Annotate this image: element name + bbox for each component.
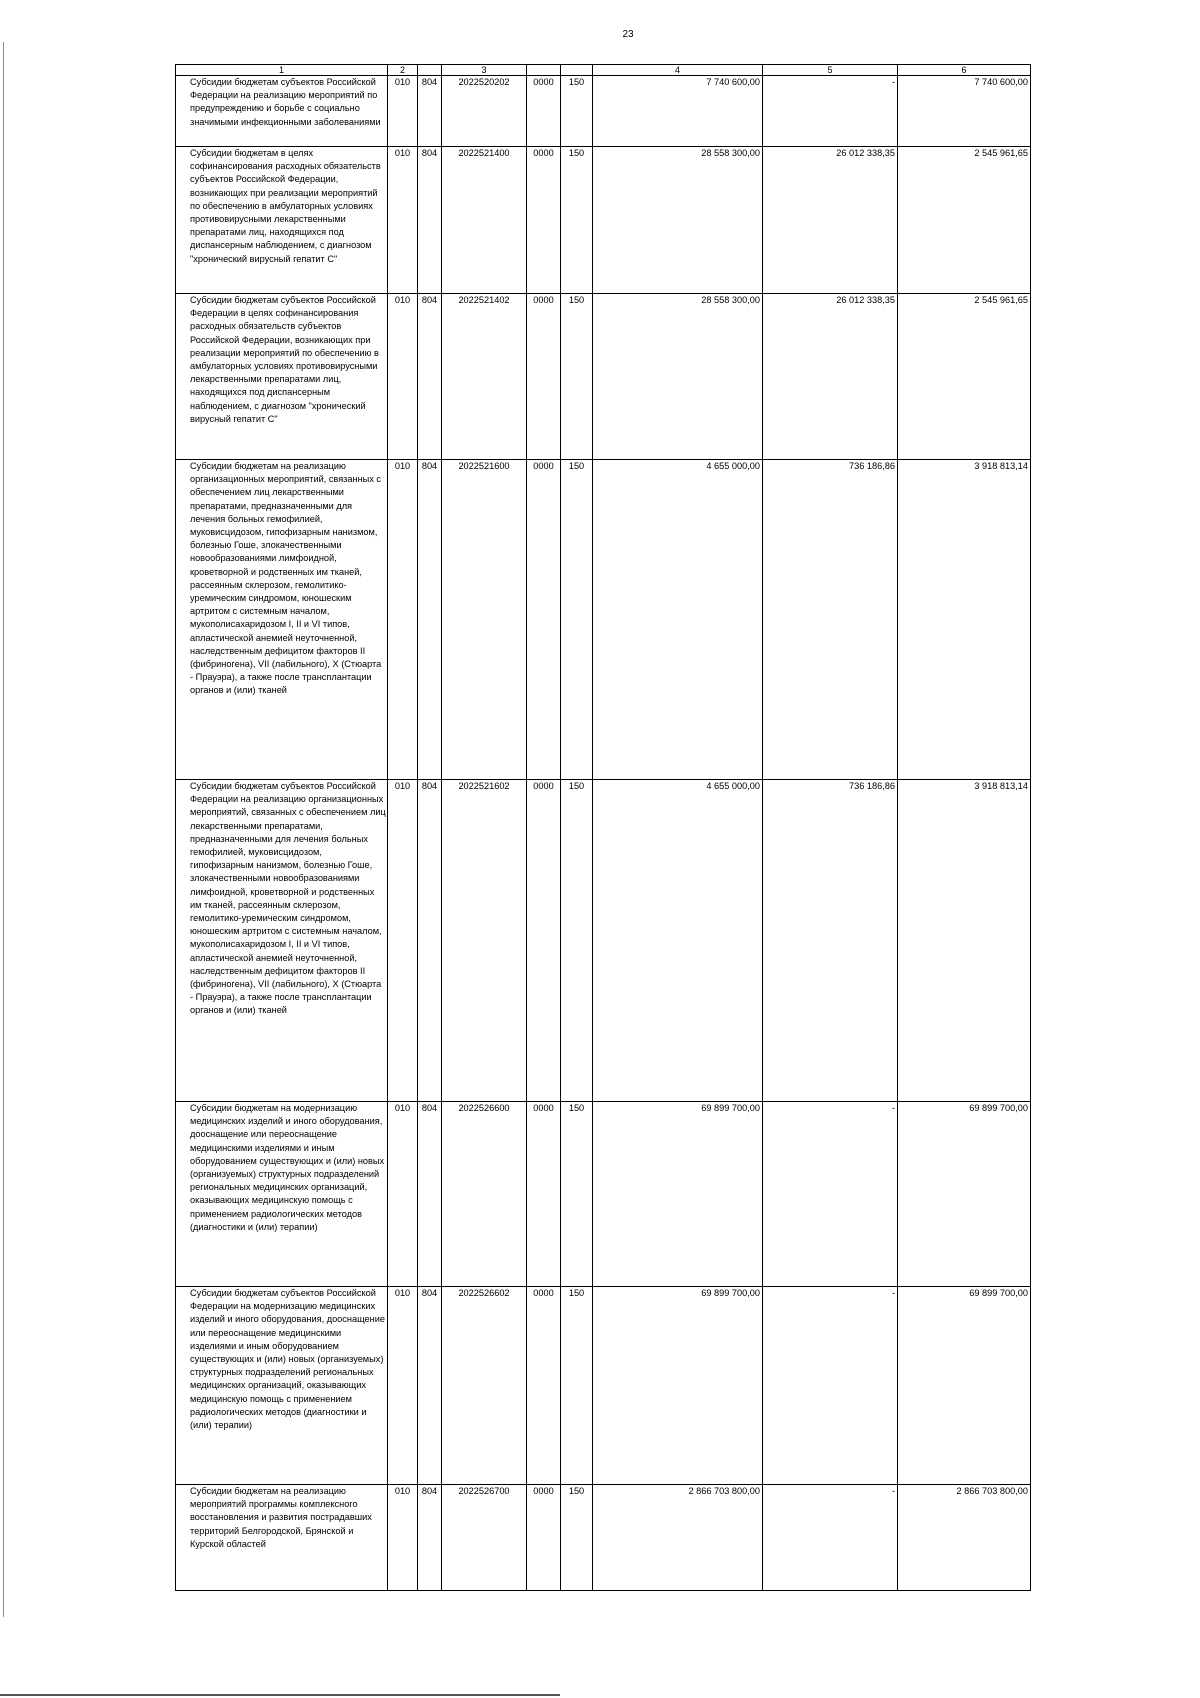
code-cell: 150 <box>561 1287 593 1485</box>
amount-cell: 3 918 813,14 <box>898 460 1031 780</box>
table-row <box>176 294 1031 460</box>
column-header: 6 <box>898 65 1031 76</box>
table-row <box>176 460 1031 780</box>
amount-cell: 69 899 700,00 <box>898 1102 1031 1287</box>
amount-cell: 69 899 700,00 <box>593 1102 763 1287</box>
column-header: 2 <box>388 65 418 76</box>
amount-cell: 26 012 338,35 <box>763 147 898 294</box>
table-row <box>176 76 1031 147</box>
amount-cell: 69 899 700,00 <box>593 1287 763 1485</box>
amount-cell: 736 186,86 <box>763 780 898 1102</box>
code-cell: 0000 <box>527 147 561 294</box>
code-cell: 2022526602 <box>442 1287 527 1485</box>
column-header <box>561 65 593 76</box>
code-cell: 804 <box>418 780 442 1102</box>
code-cell: 2022526700 <box>442 1485 527 1591</box>
amount-cell: - <box>763 1485 898 1591</box>
code-cell: 150 <box>561 1102 593 1287</box>
code-cell: 0000 <box>527 1485 561 1591</box>
code-cell: 010 <box>388 1102 418 1287</box>
code-cell: 150 <box>561 147 593 294</box>
code-cell: 010 <box>388 780 418 1102</box>
code-cell: 2022521600 <box>442 460 527 780</box>
amount-cell: 26 012 338,35 <box>763 294 898 460</box>
amount-cell: 3 918 813,14 <box>898 780 1031 1102</box>
code-cell: 0000 <box>527 780 561 1102</box>
amount-cell: - <box>763 76 898 147</box>
code-cell: 2022520202 <box>442 76 527 147</box>
page-number: 23 <box>622 29 634 40</box>
row-description: Субсидии бюджетам на реализацию мероприятий программы комплексного восстановления и развития пострадавших территорий Белгородской, Брянской и Курской областей <box>176 1485 388 1591</box>
code-cell: 010 <box>388 460 418 780</box>
code-cell: 150 <box>561 76 593 147</box>
column-header <box>527 65 561 76</box>
code-cell: 0000 <box>527 1102 561 1287</box>
table-row <box>176 147 1031 294</box>
amount-cell: 7 740 600,00 <box>898 76 1031 147</box>
amount-cell: 4 655 000,00 <box>593 460 763 780</box>
column-header <box>418 65 442 76</box>
code-cell: 010 <box>388 1485 418 1591</box>
amount-cell: 4 655 000,00 <box>593 780 763 1102</box>
column-header: 4 <box>593 65 763 76</box>
row-description: Субсидии бюджетам в целях софинансирования расходных обязательств субъектов Российской Федерации, возникающих при реализации мероприятий по обеспечению в амбулаторных условиях противовирусными лекарственными препаратами лиц, находящихся под диспансерным наблюдением, с диагнозом "хронический вирусный гепатит С" <box>176 147 388 294</box>
code-cell: 150 <box>561 460 593 780</box>
table-row <box>176 780 1031 1102</box>
table-row <box>176 1102 1031 1287</box>
code-cell: 2022526600 <box>442 1102 527 1287</box>
amount-cell: - <box>763 1287 898 1485</box>
amount-cell: 2 866 703 800,00 <box>898 1485 1031 1591</box>
code-cell: 804 <box>418 460 442 780</box>
amount-cell: 2 866 703 800,00 <box>593 1485 763 1591</box>
code-cell: 150 <box>561 780 593 1102</box>
column-header: 5 <box>763 65 898 76</box>
amount-cell: 736 186,86 <box>763 460 898 780</box>
row-description: Субсидии бюджетам субъектов Российской Федерации на модернизацию медицинских изделий и иного оборудования, дооснащение или переоснащение медицинскими изделиями и иным оборудованием существующих и (или) новых (организуемых) структурных подразделений региональных медицинских организаций, оказывающих медицинскую помощь с применением радиологических методов (диагностики и (или) терапии) <box>176 1287 388 1485</box>
code-cell: 150 <box>561 294 593 460</box>
amount-cell: 7 740 600,00 <box>593 76 763 147</box>
scan-bottom-line <box>0 1694 560 1696</box>
column-header: 3 <box>442 65 527 76</box>
row-description: Субсидии бюджетам на модернизацию медицинских изделий и иного оборудования, дооснащение или переоснащение медицинскими изделиями и иным оборудованием существующих и (или) новых (организуемых) структурных подразделений региональных медицинских организаций, оказывающих медицинскую помощь с применением радиологических методов (диагностики и (или) терапии) <box>176 1102 388 1287</box>
code-cell: 010 <box>388 76 418 147</box>
code-cell: 010 <box>388 1287 418 1485</box>
code-cell: 804 <box>418 1485 442 1591</box>
code-cell: 804 <box>418 147 442 294</box>
code-cell: 0000 <box>527 76 561 147</box>
scan-edge-line <box>3 42 4 1617</box>
code-cell: 0000 <box>527 460 561 780</box>
code-cell: 2022521602 <box>442 780 527 1102</box>
code-cell: 804 <box>418 1287 442 1485</box>
code-cell: 0000 <box>527 294 561 460</box>
amount-cell: 2 545 961,65 <box>898 294 1031 460</box>
column-header: 1 <box>176 65 388 76</box>
amount-cell: 28 558 300,00 <box>593 294 763 460</box>
code-cell: 010 <box>388 147 418 294</box>
table-row <box>176 1287 1031 1485</box>
amount-cell: 28 558 300,00 <box>593 147 763 294</box>
code-cell: 2022521402 <box>442 294 527 460</box>
table-row <box>176 1485 1031 1591</box>
row-description: Субсидии бюджетам субъектов Российской Федерации на реализацию мероприятий по предупреждению и борьбе с социально значимыми инфекционными заболеваниями <box>176 76 388 147</box>
code-cell: 150 <box>561 1485 593 1591</box>
header-row <box>176 65 1031 76</box>
code-cell: 804 <box>418 1102 442 1287</box>
row-description: Субсидии бюджетам субъектов Российской Федерации в целях софинансирования расходных обязательств субъектов Российской Федерации, возникающих при реализации мероприятий по обеспечению в амбулаторных условиях противовирусными лекарственными препаратами лиц, находящихся под диспансерным наблюдением, с диагнозом "хронический вирусный гепатит С" <box>176 294 388 460</box>
amount-cell: 2 545 961,65 <box>898 147 1031 294</box>
amount-cell: - <box>763 1102 898 1287</box>
code-cell: 2022521400 <box>442 147 527 294</box>
code-cell: 804 <box>418 294 442 460</box>
code-cell: 804 <box>418 76 442 147</box>
code-cell: 0000 <box>527 1287 561 1485</box>
amount-cell: 69 899 700,00 <box>898 1287 1031 1485</box>
code-cell: 010 <box>388 294 418 460</box>
row-description: Субсидии бюджетам на реализацию организационных мероприятий, связанных с обеспечением лиц лекарственными препаратами, предназначенными для лечения больных гемофилией, муковисцидозом, гипофизарным нанизмом, болезнью Гоше, злокачественными новообразованиями лимфоидной, кроветворной и родственных им тканей, рассеянным склерозом, гемолитико-уремическим синдромом, юношеским артритом с системным началом, мукополисахаридозом I, II и VI типов, апластической анемией неуточненной, наследственным дефицитом факторов II (фибриногена), VII (лабильного), X (Стюарта - Прауэра), а также после трансплантации органов и (или) тканей <box>176 460 388 780</box>
row-description: Субсидии бюджетам субъектов Российской Федерации на реализацию организационных мероприятий, связанных с обеспечением лиц лекарственными препаратами, предназначенными для лечения больных гемофилией, муковисцидозом, гипофизарным нанизмом, болезнью Гоше, злокачественными новообразованиями лимфоидной, кроветворной и родственных им тканей, рассеянным склерозом, гемолитико-уремическим синдромом, юношеским артритом с системным началом, мукополисахаридозом I, II и VI типов, апластической анемией неуточненной, наследственным дефицитом факторов II (фибриногена), VII (лабильного), X (Стюарта - Прауэра), а также после трансплантации органов и (или) тканей <box>176 780 388 1102</box>
budget-table <box>175 64 1031 1591</box>
